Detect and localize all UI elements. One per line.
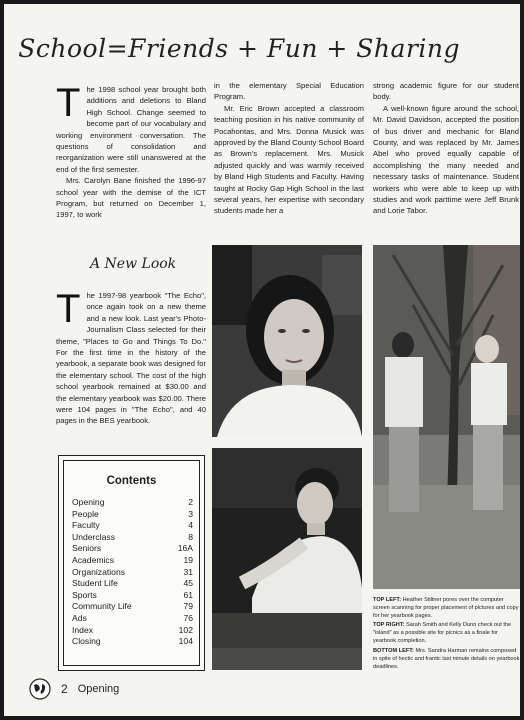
caption-top-right — [373, 621, 520, 645]
intro-column-1 — [56, 81, 206, 221]
contents-entry-page: 104 — [178, 636, 193, 647]
contents-entry — [64, 636, 199, 648]
contents-entry-label: Ads — [72, 612, 87, 623]
page-footer — [29, 678, 119, 700]
contents-entry-page: 61 — [183, 589, 193, 600]
contents-entry — [64, 497, 199, 509]
intro-paragraph: Mr. Eric Brown accepted a classroom teaching position in his native community of Pocahontas, and Mrs. Donna Musick was approved by the Bland County School Board as Brown's replacement. Mrs. Musick adjusted quickly and was warmly received by Bland High Students and Faculty. Having taught at Rocky Gap High School in the last several years, her expertise with secondary students made her a — [214, 103, 364, 216]
caption-label: TOP RIGHT: — [373, 622, 405, 628]
intro-paragraph: in the elementary Special Education Program. — [214, 81, 364, 102]
yearbook-page — [4, 4, 520, 716]
dropcap: T — [56, 287, 81, 331]
section-subtitle: A New Look — [90, 256, 177, 272]
intro-column-3 — [373, 80, 519, 217]
contents-box — [58, 455, 205, 671]
contents-entry — [64, 543, 199, 555]
contents-entry-label: People — [72, 508, 99, 519]
contents-entry-label: Index — [72, 624, 94, 635]
dropcap: T — [56, 81, 81, 125]
contents-entry-label: Seniors — [72, 543, 102, 554]
contents-heading: Contents — [106, 475, 157, 487]
contents-entry-page: 16A — [177, 543, 193, 554]
photo-top-right — [373, 245, 520, 589]
intro-paragraph: strong academic figure for our student body. — [373, 81, 519, 102]
contents-entry-page: 79 — [183, 601, 193, 612]
contents-entry — [64, 520, 199, 532]
intro-column-2 — [214, 80, 364, 217]
contents-entry — [64, 509, 199, 521]
new-look-paragraph: he 1997-98 yearbook "The Echo", once again took on a new theme and a new look. Last year's Photo-Journalism Class selected for their theme, "Places to Go and Things To Do." For the first time in the history of the yearbook, a separate book was designed for the elementary school. The cost of the high school yearbook remained at $30.00 and the elementary yearbook was $20.00. There were 104 pages in "The Echo", and 40 pages in the BES yearbook. — [56, 291, 206, 426]
contents-entry-label: Opening — [72, 497, 105, 507]
contents-entry — [64, 601, 199, 613]
intro-paragraph: Mrs. Carolyn Bane finished the 1996-97 school year with the demise of the ICT Program, but returned on December 1, 1997, to work — [56, 176, 206, 220]
caption-text: Sarah Smith and Kelly Dunn check out the "island" as a possible site for picnics as a finale for yearbook completion. — [373, 622, 512, 644]
contents-entry-page: 76 — [183, 612, 193, 623]
contents-entry — [64, 625, 199, 637]
caption-label: BOTTOM LEFT: — [373, 648, 414, 654]
caption-bottom-left — [373, 647, 520, 671]
contents-entry-label: Academics — [72, 554, 115, 565]
contents-entry-page: 19 — [183, 554, 193, 565]
contents-entry-label: Organizations — [72, 566, 126, 577]
contents-entry-page: 8 — [188, 531, 193, 542]
contents-entry — [64, 555, 199, 567]
contents-inner-frame — [63, 460, 200, 666]
contents-entry-label: Closing — [72, 636, 101, 647]
contents-list — [64, 497, 199, 648]
contents-entry-label: Underclass — [72, 531, 115, 542]
contents-entry — [64, 590, 199, 602]
intro-paragraph: he 1998 school year brought both additions and deletions to Bland High School. Change seemed to become part of our vocabulary and working environment conversation. The questions of consolidation and reorganization were still unanswered at the end of the first semester. — [56, 85, 206, 174]
caption-text: Mrs. Sandra Harman remains composed in spite of hectic and frantic last minute details on yearbook deadlines. — [373, 648, 520, 670]
new-look-article — [56, 287, 206, 427]
contents-entry-label: Sports — [72, 589, 97, 600]
section-name: Opening — [77, 683, 120, 695]
contents-entry — [64, 613, 199, 625]
globe-icon — [29, 678, 51, 700]
page-number: 2 — [61, 682, 68, 696]
intro-paragraph: A well-known figure around the school, Mr. David Davidson, accepted the position of bus driver and mechanic for Bland County, and was replaced by Mr. James Abel who proved equally capable of accomplishing the many needed and necessary tasks of maintenance. Student workers who were able to keep up with studies and work parttime were Jeff Brunk and Lorie Tabor. — [373, 103, 519, 216]
contents-entry — [64, 532, 199, 544]
caption-text: Heather Stiltner pores over the computer screen scanning for proper placement of pictures and copy for her yearbook pages. — [373, 597, 519, 619]
contents-entry-page: 4 — [188, 520, 193, 531]
outdoor-photo-image — [373, 245, 520, 589]
contents-entry-label: Faculty — [72, 520, 100, 531]
teacher-photo-image — [212, 448, 362, 670]
contents-entry-label: Community Life — [72, 601, 132, 612]
contents-entry-label: Student Life — [72, 578, 118, 589]
contents-entry-page: 102 — [178, 624, 193, 635]
contents-entry — [64, 578, 199, 590]
page-title: School=Friends + Fun + Sharing — [18, 34, 460, 63]
photo-bottom-left — [212, 448, 362, 670]
caption-top-left — [373, 596, 520, 620]
contents-entry-page: 31 — [183, 566, 193, 577]
contents-entry-page: 45 — [183, 578, 193, 589]
contents-entry-page: 3 — [188, 508, 193, 519]
contents-entry — [64, 567, 199, 579]
caption-label: TOP LEFT: — [373, 597, 402, 603]
photo-top-left — [212, 245, 362, 437]
contents-entry-page: 2 — [188, 497, 193, 507]
portrait-photo-image — [212, 245, 362, 437]
